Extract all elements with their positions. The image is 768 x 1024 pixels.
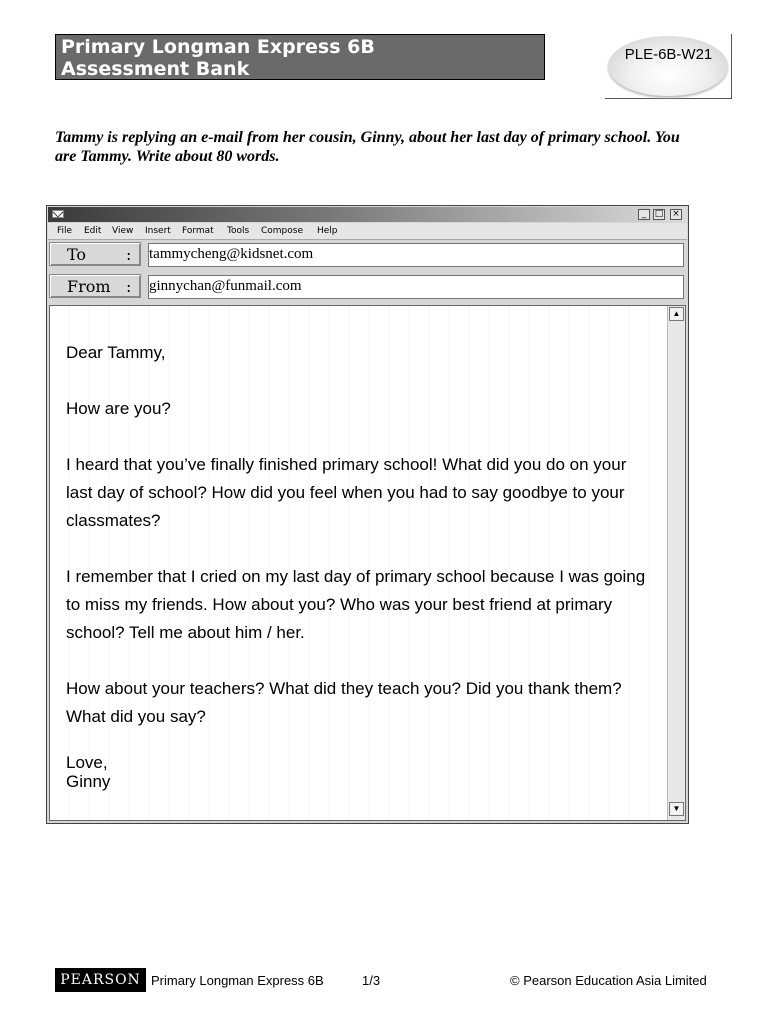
to-label: To <box>67 245 87 264</box>
close-button[interactable]: × <box>670 209 682 220</box>
worksheet-code: PLE-6B-W21 <box>624 46 713 63</box>
to-label-button[interactable] <box>49 242 141 266</box>
menu-insert[interactable]: Insert <box>145 226 171 236</box>
task-instructions: Tammy is replying an e-mail from her cousin, Ginny, about her last day of primary school. You are Tammy. Write about 80 words. <box>55 129 680 165</box>
message-body[interactable] <box>49 305 686 821</box>
minimize-button[interactable]: _ <box>638 209 650 220</box>
worksheet-code-badge <box>605 34 732 99</box>
paragraph-3: I remember that I cried on my last day of primary school because I was going to miss my friends. How about you? Who was your best friend at primary school? Tell me about him / her. <box>66 567 646 642</box>
from-label-button[interactable] <box>49 274 141 298</box>
from-value: ginnychan@funmail.com <box>149 278 302 294</box>
window-titlebar <box>48 207 687 222</box>
title-line-2: Assessment Bank <box>61 58 250 80</box>
menu-tools[interactable]: Tools <box>227 226 250 236</box>
menu-help[interactable]: Help <box>317 226 338 236</box>
from-field[interactable] <box>148 275 684 299</box>
from-colon: : <box>126 277 132 296</box>
greeting: Dear Tammy, <box>66 343 166 362</box>
copyright: © Pearson Education Asia Limited <box>510 973 707 988</box>
email-window <box>46 205 689 824</box>
menu-compose[interactable]: Compose <box>261 226 304 236</box>
paragraph-4: How about your teachers? What did they teach you? Did you thank them? What did you say? <box>66 679 622 726</box>
page-title <box>55 34 545 80</box>
pearson-logo: PEARSON <box>55 968 146 992</box>
scroll-up-icon[interactable]: ▲ <box>669 307 684 321</box>
menu-edit[interactable]: Edit <box>84 226 102 236</box>
menu-view[interactable]: View <box>112 226 134 236</box>
to-field[interactable] <box>148 243 684 267</box>
vertical-scrollbar[interactable] <box>667 306 685 820</box>
menu-file[interactable]: File <box>57 226 73 236</box>
menu-format[interactable]: Format <box>182 226 214 236</box>
page-number: 1/3 <box>362 973 381 988</box>
signature: Ginny <box>66 772 111 791</box>
scroll-down-icon[interactable]: ▼ <box>669 802 684 816</box>
oval-badge-icon <box>608 36 728 96</box>
from-label: From <box>67 277 111 296</box>
paragraph-2: I heard that you’ve finally finished primary school! What did you do on your last day of school? How did you feel when you had to say goodbye to your classmates? <box>66 455 627 530</box>
to-value: tammycheng@kidsnet.com <box>149 246 314 262</box>
footer-book-title: Primary Longman Express 6B <box>151 973 324 988</box>
to-colon: : <box>126 245 132 264</box>
signoff: Love, <box>66 753 108 772</box>
envelope-icon <box>52 210 64 218</box>
maximize-button[interactable]: □ <box>654 209 664 219</box>
closing <box>66 753 656 791</box>
title-line-1: Primary Longman Express 6B <box>61 36 375 58</box>
letter-text <box>66 339 656 791</box>
menu-bar <box>48 223 687 240</box>
paragraph-1: How are you? <box>66 399 171 418</box>
